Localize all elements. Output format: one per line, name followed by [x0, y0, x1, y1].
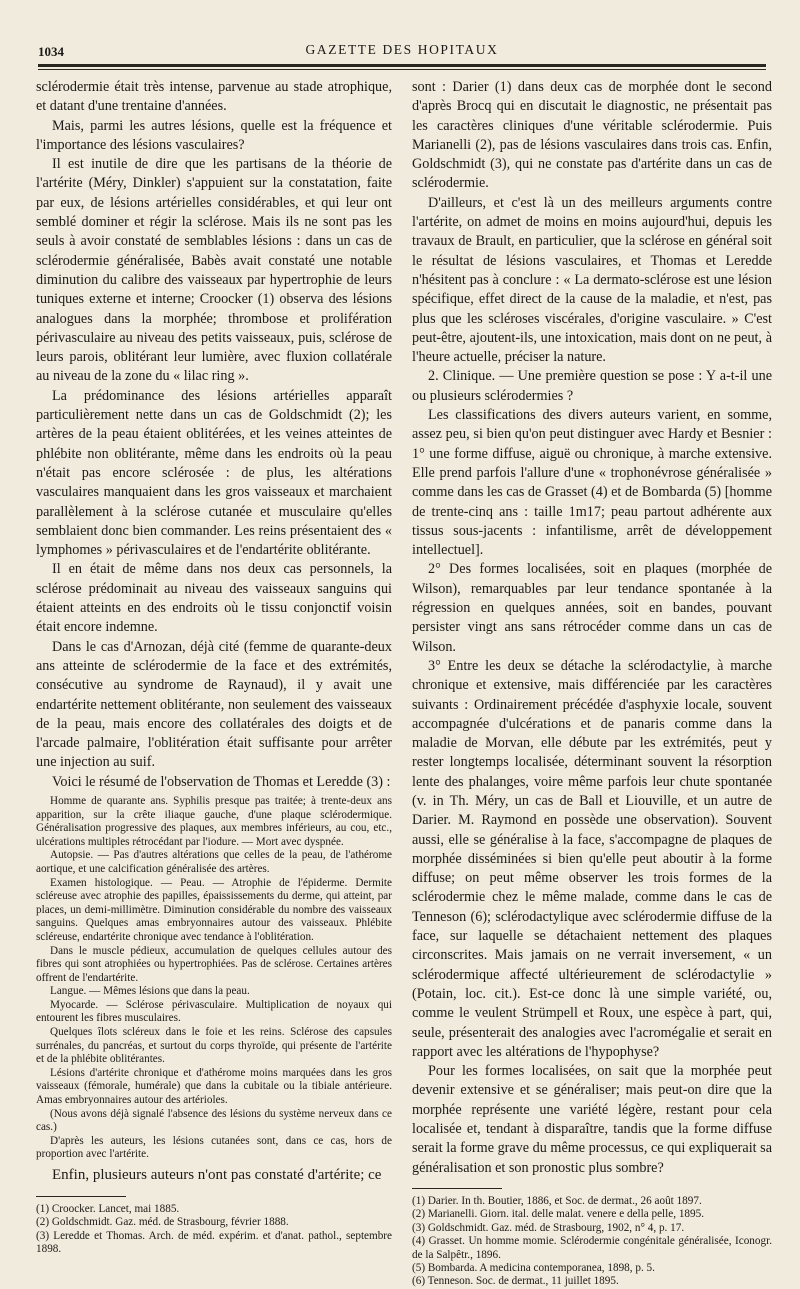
footnotes — [412, 1195, 772, 1289]
paragraph: Voici le résumé de l'observation de Thomas et Leredde (3) : — [52, 773, 391, 790]
observation-text: Homme de quarante ans. Syphilis presque pas traitée; à trente-deux ans apparition, sur la crête iliaque gauche, d'une plaque sclérodermique. Généralisation progressive des plaques, aux membres inférieurs, au cou, etc., ulcérations multiples rétrocédant par l'iodure. — Mort avec dyspnée. — [36, 794, 392, 848]
observation-text: Langue. — Mêmes lésions que dans la peau. — [50, 985, 250, 998]
left-column — [36, 78, 392, 1257]
paragraph: sclérodermie était très intense, parvenue au stade atrophique, et datant d'une trentaine d'années. — [36, 79, 392, 115]
footnote: (4) Grasset. Un homme momie. Sclérodermie congénitale généralisée, Iconogr. de la Salpêtr., 1896. — [412, 1235, 772, 1261]
observation-text: Dans le muscle pédieux, accumulation de quelques cellules autour des fibres qui sont atrophiées ou hypertrophiées. Pas de sclérose. Certaines artères offrent de l'endartérite. — [36, 944, 392, 984]
footnote: (3) Leredde et Thomas. Arch. de méd. expérim. et d'anat. pathol., septembre 1898. — [36, 1229, 392, 1256]
journal-title: GAZETTE DES HOPITAUX — [305, 42, 499, 57]
paragraph: D'ailleurs, et c'est là un des meilleurs arguments contre l'artérite, on admet de moins en moins aujourd'hui, depuis les travaux de Brault, en particulier, que la sclérose en général soit le résultat de lésions vasculaires, et Thomas et Leredde n'hésitent pas à conclure : « La dermato-sclérose est une lésion spécifique, effet direct de la cause de la maladie, et n'est, pas plus que les scléroses viscérales, d'origine vasculaire. » C'est peut-être, ajoutent-ils, une intoxication, mais dont on ne peut, à l'heure actuelle, préciser la nature. — [412, 194, 772, 366]
paragraph: Il en était de même dans nos deux cas personnels, la sclérose prédominait au niveau des vaisseaux sanguins qui étaient atteints en des endroits où le tissu conjonctif voisin était encore indemne. — [36, 561, 392, 636]
paragraph: 3° Entre les deux se détache la sclérodactylie, à marche chronique et extensive, mais différenciée par les caractères suivants : Ordinairement précédée d'asphyxie locale, souvent accompagnée d'ulcérations et de panaris comme dans la maladie de Morvan, elle débute par les extrémités, peut y rester longtemps localisée, déterminant souvent la résorption lente des phalanges, voire même parfois leur chute spontanée (v. in Th. Méry, un cas de Ball et Liouville, et un autre de Darier. M. Raymond en possède une observation). Souvent aussi, elle se généralise à la face, s'accompagne de plaques de morphée disséminées si bien qu'elle peut aboutir à la forme diffuse; on peut même observer les trois formes de la sclérodermie chez le même malade, comme dans le cas de Tenneson (6); sclérodactylique avec sclérodermie diffuse de la face, sur laquelle se détachaient nettement des plaques circonscrites. Mais jamais on ne verrait inversement, « un sclérodermique affecté ultérieurement de sclérodactylie » (Potain, loc. cit.). Est-ce donc là une simple variété, ou, comme le veulent Strümpell et Roux, une espèce à part, qui, seule, présenterait des analogies avec l'acromégalie et serait en rapport avec les altérations de l'hypophyse? — [412, 657, 772, 1060]
paragraph: Mais, parmi les autres lésions, quelle est la fréquence et l'importance des lésions vasculaires? — [36, 117, 392, 153]
observation-text: (Nous avons déjà signalé l'absence des lésions du système nerveux dans ce cas.) — [36, 1107, 392, 1134]
paragraph: Il est inutile de dire que les partisans de la théorie de l'artérite (Méry, Dinkler) s'appuient sur la constatation, faite par eux, de lésions artérielles considérables, et qui leur ont semblé dominer et régir la sclérose. Mais ils ne sont pas les seuls à avoir constaté de semblables lésions : dans un cas de sclérodermie généralisée, Babès avait constaté une notable diminution du calibre des vaisseaux par hypertrophie de leurs tuniques externe et interne; Croocker (1) observa des lésions analogues dans la morphée; thrombose et prolifération périvasculaire au niveau des petits vaisseaux, puis, sclérose de leurs parois, oblitérant leur lumière, avec fluxion collatérale au niveau de la zone du « lilac ring ». — [36, 156, 392, 385]
header-rule-thin — [38, 69, 766, 70]
footnote: (1) Croocker. Lancet, mai 1885. — [36, 1203, 180, 1216]
paragraph: Enfin, plusieurs auteurs n'ont pas constaté d'artérite; ce — [52, 1167, 382, 1184]
observation-text: D'après les auteurs, les lésions cutanées sont, dans ce cas, hors de proportion avec l'artérite. — [36, 1134, 392, 1161]
observation-text: Examen histologique. — Peau. — Atrophie de l'épiderme. Dermite scléreuse avec atrophie des papilles, épaississements du derme, qui atteint, par places, un demi-millimètre. Diminution considérable du nombre des vaisseaux sanguins. Quelques amas embryonnaires autour des vaisseaux. Phlébite scléreuse, endartérite chronique avec tendance à l'oblitération. — [36, 876, 392, 943]
observation-text: Lésions d'artérite chronique et d'athérome moins marquées dans les gros vaisseaux (fémorale, humérale) que dans la cubitale ou la tibiale antérieure. Amas embryonnaires autour des artérioles. — [36, 1066, 392, 1107]
paragraph: 2° Des formes localisées, soit en plaques (morphée de Wilson), remarquables par leur tendance spontanée à la régression en quelques années, soit en bandes, pouvant persister vingt ans sans rétrocéder comme dans un cas de Wilson. — [412, 561, 772, 655]
footnote: (3) Goldschmidt. Gaz. méd. de Strasbourg, 1902, n° 4, p. 17. — [412, 1221, 685, 1234]
paragraph: sont : Darier (1) dans deux cas de morphée dont le second d'après Brocq qui en discutait le diagnostic, ne présentait pas les caractères cliniques d'une véritable sclérodermie. Puis Marianelli (2), pas de lésions vasculaires dans trois cas. Enfin, Goldschmidt (3), qui ne constate pas d'artérite dans un cas de sclérodermie. — [412, 79, 772, 192]
paragraph: Les classifications des divers auteurs varient, en somme, assez peu, si bien qu'on peut distinguer avec Hardy et Besnier : 1° une forme diffuse, aiguë ou chronique, à marche extensive. Elle prend parfois l'allure d'une « trophonévrose généralisée » comme dans les cas de Grasset (4) et de Bombarda (5) [homme de trente-cinq ans : taille 1m17; peau partout adhérente aux tissus sous-jacents : infantilisme, arrêt de développement intellectuel]. — [412, 407, 772, 559]
footnote: (1) Darier. In th. Boutier, 1886, et Soc. de dermat., 26 août 1897. — [412, 1194, 702, 1207]
header-rule-thick — [38, 64, 766, 67]
right-column — [412, 78, 772, 1289]
observation-text: Myocarde. — Sclérose périvasculaire. Multiplication de noyaux qui entourent les fibres musculaires. — [36, 998, 392, 1025]
footnote-rule — [36, 1196, 126, 1197]
footnote-rule — [412, 1188, 502, 1189]
observation-text: Autopsie. — Pas d'autres altérations que celles de la peau, de l'athérome aortique, et une calcification généralisée des artères. — [36, 849, 392, 875]
page-number: 1034 — [38, 44, 64, 59]
running-header — [38, 40, 766, 64]
paragraph: Pour les formes localisées, on sait que la morphée peut devenir extensive et se généraliser; mais peut-on dire que la morphée représente une variété légère, restant pour cela localisée et, tendant à disparaître, tandis que la forme diffuse serait la forme grave du même processus, ce qui expliquerait sa généralisation et son pronostic plus sombre? — [412, 1063, 772, 1176]
footnote: (2) Marianelli. Giorn. ital. delle malat. venere e della pelle, 1895. — [412, 1208, 705, 1221]
paragraph: La prédominance des lésions artérielles apparaît particulièrement nette dans un cas de Goldschmidt (2); les artères de la peau étaient oblitérées, et les veines atteintes de phlébite non oblitérante, même dans les endroits où la peau n'était pas encore sclérosée : de plus, les altérations vasculaires manquaient dans les gros vaisseaux et marchaient parallèlement à la sclérose cutanée et musculaire qu'elles semblaient donc bien commander. Les reins présentaient des « lymphomes » périvasculaires et de l'endartérite oblitérante. — [36, 387, 392, 559]
observation-summary — [36, 795, 392, 1162]
footnote: (5) Bombarda. A medicina contemporanea, 1898, p. 5. — [412, 1261, 655, 1274]
footnote: (2) Goldschmidt. Gaz. méd. de Strasbourg, février 1888. — [36, 1216, 289, 1229]
paragraph: 2. Clinique. — Une première question se pose : Y a-t-il une ou plusieurs sclérodermies ? — [412, 368, 772, 404]
footnote: (6) Tenneson. Soc. de dermat., 11 juillet 1895. — [412, 1275, 619, 1288]
paragraph: Dans le cas d'Arnozan, déjà cité (femme de quarante-deux ans atteinte de sclérodermie de la face et des extrémités, consécutive au syndrome de Raynaud), il y avait une endartérite nettement oblitérante, non seulement des vaisseaux de la peau, mais encore des collatérales des doigts et de l'arcade palmaire, l'oblitération était suffisante pour arrêter une injection au suif. — [36, 638, 392, 771]
footnotes — [36, 1203, 392, 1257]
observation-text: Quelques îlots scléreux dans le foie et les reins. Sclérose des capsules surrénales, du pancréas, et surtout du corps thyroïde, qui présente de l'artérite et de la phlébite oblitérantes. — [36, 1026, 392, 1066]
